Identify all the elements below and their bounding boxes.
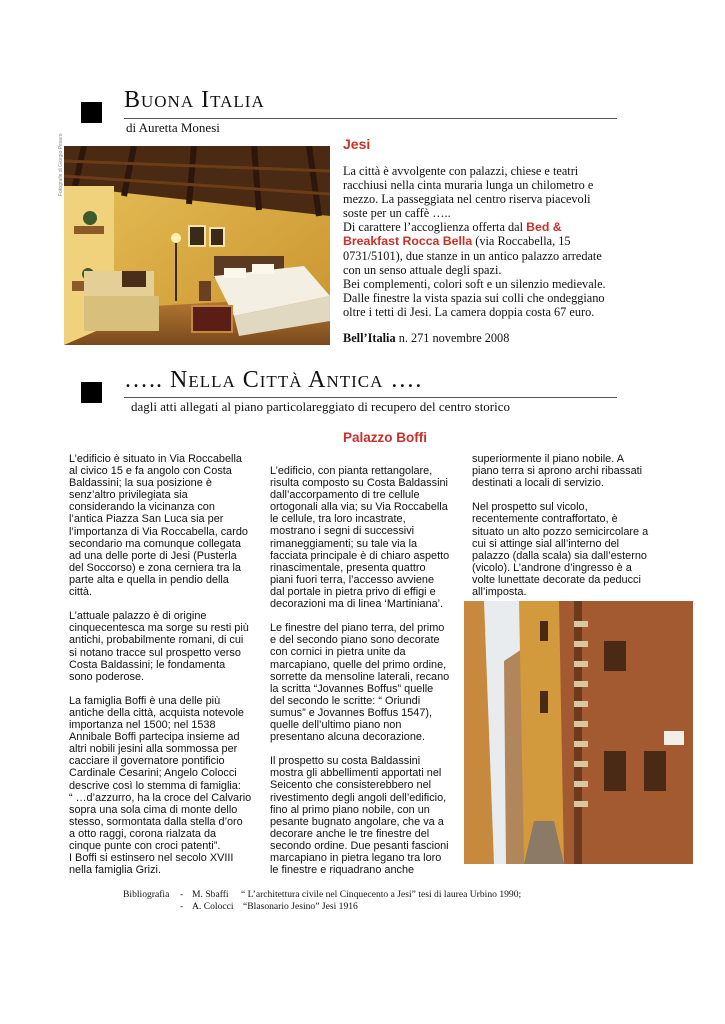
section-marker-square: [81, 102, 102, 123]
text-line: I Boffi si estinsero nel secolo XVIII: [69, 852, 234, 865]
text-line: Bei complementi, colori soft e un silenzio medievale.: [343, 276, 606, 291]
text-line: le cellule, tra loro incastrate,: [270, 513, 406, 526]
text-line: marcapiano, quelle del primo ordine,: [270, 658, 447, 671]
text-line: antichi, probabilmente romani, di cui: [69, 634, 244, 647]
paragraph-gap: [69, 598, 264, 610]
text-line: superiormente il piano nobile. A: [472, 453, 624, 465]
text-line: l’importanza di Via Roccabella, cardo: [69, 525, 248, 538]
text-line: Annibale Boffi partecipa insieme ad: [69, 731, 240, 744]
text-run: (via Roccabella, 15: [475, 234, 571, 249]
text-line: le finestre e riquadrano anche: [270, 864, 415, 877]
street-photo: [464, 601, 693, 864]
text-line: fino al primo piano nobile, con un: [270, 803, 430, 816]
source-citation: [343, 331, 509, 345]
text-line: antiche della città, acquista notevole: [69, 706, 244, 719]
text-line: del secondo le scritte: “ Oriundi: [270, 694, 421, 707]
text-line: mostrano i segni di successivi: [270, 525, 415, 538]
text-line: mezzo. La passeggiata nel centro riserva piacevoli: [343, 192, 591, 207]
text-line: sumus” e Jovannes Boffus 1547),: [270, 706, 433, 719]
text-line: quelle dell’ultimo piano non: [270, 718, 402, 731]
text-line: all’imposta.: [472, 586, 527, 599]
text-line: volte lunettate decorate da peducci: [472, 573, 641, 586]
text-line: città.: [69, 586, 92, 599]
text-line: racchiusi nella cinta muraria lunga un chilometro e: [343, 178, 594, 193]
text-line: cui si attinge sial all’interno del: [472, 537, 620, 550]
text-line: senz’altro privilegiata sia: [69, 489, 188, 502]
text-line: del Soccorso) e zona cerniera tra la: [69, 561, 241, 574]
text-column-1: [69, 453, 264, 876]
text-line: considerando la vicinanza con: [69, 501, 215, 514]
bibliography-work: “ L’architettura civile nel Cinquecento a Jesi” tesi di laurea Urbino 1990;: [241, 889, 522, 900]
text-line: cinquecentesca ma sorge su resti più: [69, 622, 249, 635]
text-line: oltre i tetti di Jesi. La camera doppia costa 67 euro.: [343, 304, 595, 319]
text-line: altri nobili jesini alla sommossa per: [69, 743, 238, 756]
text-line: [343, 220, 625, 234]
text-line: pesante bugnato angolare, che va a: [270, 815, 444, 828]
text-line: piani fuori terra, l’accesso avviene: [270, 573, 435, 586]
section-title: Buona Italia: [124, 87, 265, 113]
text-line: 0731/5101), due stanze in un antico palazzo arredate: [343, 248, 602, 263]
bibliography-author: M. Sbaffi: [192, 889, 229, 900]
text-line: palazzo (dalla scala) sia dall’esterno: [472, 549, 647, 562]
bedroom-photo: [64, 146, 330, 345]
text-line: mostra gli abbellimenti apportati nel: [270, 767, 442, 780]
text-line: Nel prospetto sul vicolo,: [472, 501, 588, 514]
section-subtitle: dagli atti allegati al piano particolareggiato di recupero del centro storico: [131, 399, 511, 414]
article-heading: Palazzo Boffi: [343, 430, 428, 445]
paragraph-gap: [270, 743, 465, 755]
text-line: stesso, sormontata dalla stella d’oro: [69, 815, 243, 828]
text-line: con un senso attuale degli spazi.: [343, 262, 502, 277]
photo-credit: Fotografie di Giorgio Pesaro: [58, 133, 64, 196]
text-line: marcapiano in pietra legano tra loro: [270, 852, 442, 864]
source-issue: n. 271 novembre 2008: [398, 331, 510, 345]
text-line: rivestimento degli angoli dell’edificio,: [270, 791, 447, 804]
text-line: con cornici in pietra unite da: [270, 646, 406, 659]
text-line: risulta composto su Costa Baldassini: [270, 477, 448, 490]
text-line: secondario ma comunque collegata: [69, 537, 241, 550]
text-line: [343, 234, 625, 248]
text-line: al civico 15 e fa angolo con Costa: [69, 465, 232, 478]
title-rule: [124, 397, 617, 398]
text-line: Costa Baldassini; le fondamenta: [69, 658, 226, 671]
text-run: Di carattere l’accoglienza offerta dal: [343, 220, 524, 235]
section-title: ….. Nella Città Antica ….: [124, 367, 423, 393]
text-line: decorazioni ma di linea ‘Martiniana’.: [270, 598, 444, 611]
text-line: dal portale in pietra privo di effigi e: [270, 585, 436, 598]
text-line: piano terra si aprono archi ribassati: [472, 465, 643, 478]
paragraph-gap: [472, 489, 672, 501]
paragraph-gap: [270, 610, 465, 622]
text-line: ortogonali alla via; su Via Roccabella: [270, 501, 448, 514]
hotel-name-part: Breakfast Rocca Bella: [343, 234, 473, 249]
title-rule: [124, 118, 617, 119]
text-line: “ …d’azzurro, ha la croce del Calvario: [69, 791, 252, 804]
paragraph-gap: [69, 683, 264, 695]
text-line: dall’accorpamento di tre cellule: [270, 489, 420, 502]
text-line: parte alta e quella in pendio della: [69, 573, 229, 586]
text-column-2: [270, 465, 465, 876]
author-byline: di Auretta Monesi: [126, 120, 220, 135]
bibliography-label: Bibliografia: [123, 889, 170, 900]
text-line: Seicento che consisterebbero nel: [270, 779, 432, 792]
bibliography-dash: -: [180, 889, 184, 900]
text-line: nella famiglia Grizi.: [69, 864, 161, 877]
text-line: La città è avvolgente con palazzi, chiese e teatri: [343, 164, 579, 178]
article-heading: Jesi: [343, 136, 371, 152]
text-line: decorare anche le tre finestre del: [270, 827, 430, 840]
text-line: Baldassini; la sua posizione è: [69, 477, 212, 490]
text-line: descrive così lo stemma di famiglia:: [69, 779, 241, 792]
text-line: (vicolo). L’androne d’ingresso è a: [472, 561, 632, 574]
text-line: a otto raggi, corona rialzata da: [69, 827, 217, 840]
text-line: la scritta “Jovannes Boffus” quelle: [270, 682, 434, 695]
text-line: e del secondo piano sono decorate: [270, 634, 440, 647]
hotel-name-part: Bed &: [526, 220, 562, 235]
text-line: l’antica Piazza San Luca sia per: [69, 513, 224, 526]
text-line: recentemente contraffortato, è: [472, 513, 618, 526]
text-line: rimaneggiamenti; su tale via la: [270, 537, 418, 550]
text-line: presentano alcuna decorazione.: [270, 731, 426, 744]
text-line: cinque punte con croci patenti”.: [69, 840, 221, 852]
text-line: La famiglia Boffi è una delle più: [69, 694, 221, 707]
text-line: L’edificio, con pianta rettangolare,: [270, 465, 433, 477]
text-line: soste per un caffè …..: [343, 206, 451, 221]
text-line: Cardinale Cesarini; Angelo Colocci: [69, 767, 237, 780]
bibliography-dash: -: [180, 901, 184, 912]
text-line: importanza nel 1500; nel 1538: [69, 719, 216, 732]
text-column-3: [472, 453, 672, 598]
text-line: Le finestre del piano terra, del primo: [270, 622, 445, 635]
text-line: sono poderose.: [69, 670, 145, 683]
text-line: destinati a locali di servizio.: [472, 477, 604, 490]
section-marker-square: [81, 382, 102, 403]
text-line: rinascimentale, presenta quattro: [270, 561, 426, 574]
text-line: ad una delle porte di Jesi (Pusterla: [69, 549, 237, 562]
text-line: Dalle finestre la vista spazia sui colli che ondeggiano: [343, 290, 605, 305]
source-name: Bell’Italia: [343, 331, 396, 345]
text-line: cacciare il governatore pontificio: [69, 755, 225, 768]
bibliography-author: A. Colocci: [192, 901, 234, 912]
text-line: facciata principale è di chiaro aspetto: [270, 549, 450, 562]
text-line: L’edificio è situato in Via Roccabella: [69, 453, 242, 465]
text-line: secondo ordine. Due pesanti fascioni: [270, 839, 449, 852]
bibliography-work: “Blasonario Jesino” Jesi 1916: [243, 901, 358, 912]
article-body: [343, 164, 625, 319]
text-line: situato un alto pozzo semicircolare a: [472, 525, 649, 538]
text-line: sorrette da mensoline laterali, recano: [270, 670, 450, 683]
text-line: sopra una sola cima di monte dello: [69, 803, 238, 816]
text-line: Il prospetto su costa Baldassini: [270, 755, 421, 768]
text-line: si notano tracce sul prospetto verso: [69, 646, 241, 659]
text-line: L’attuale palazzo è di origine: [69, 610, 207, 623]
